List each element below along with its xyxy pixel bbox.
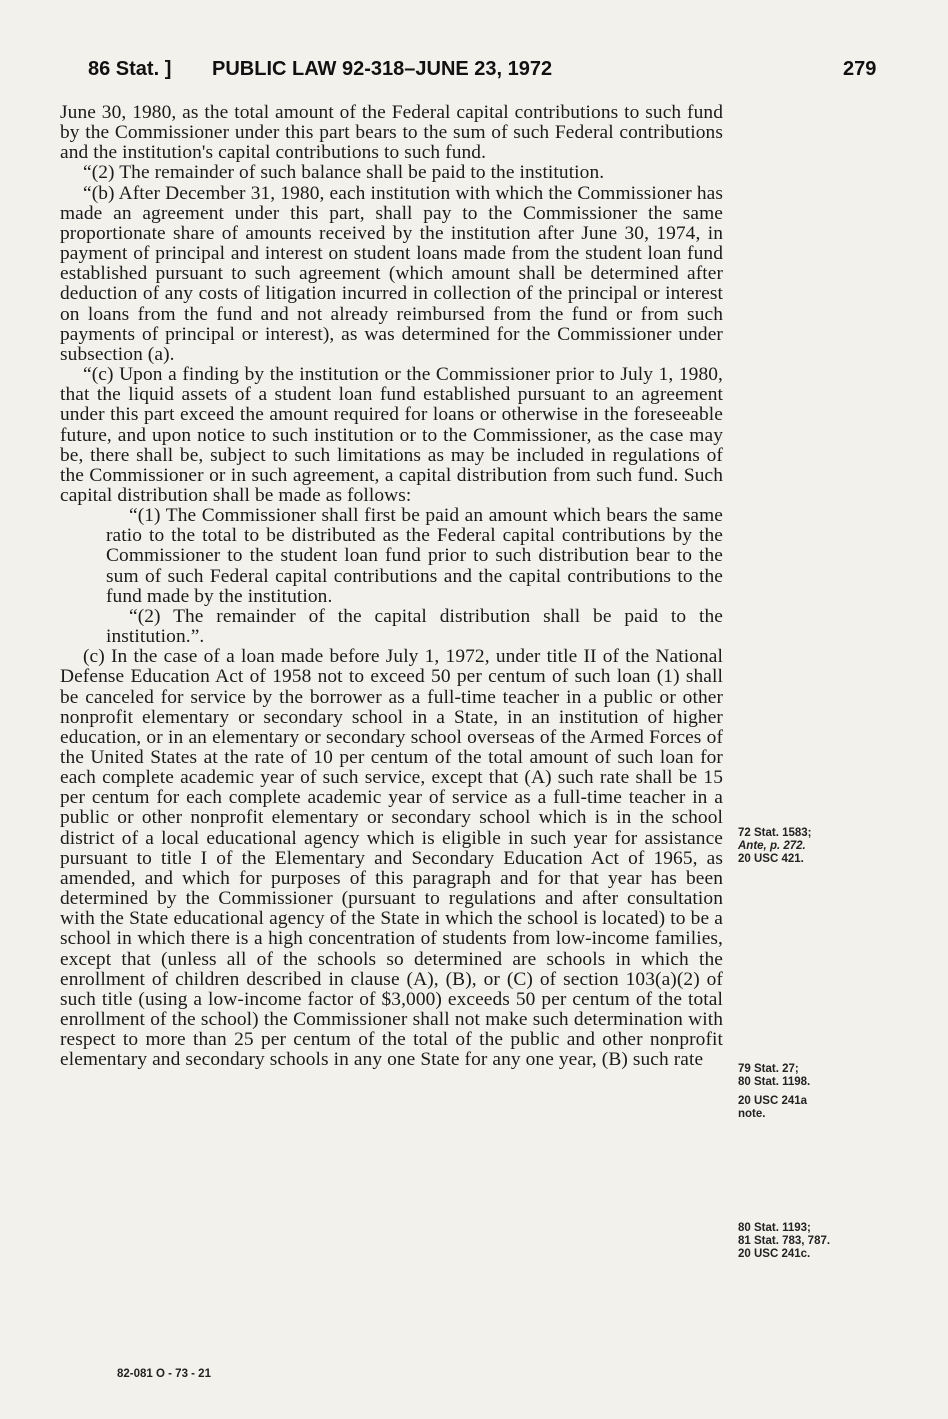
statute-reference: 86 Stat. ]: [88, 58, 172, 80]
margin-note-line: 81 Stat. 783, 787.: [738, 1235, 831, 1247]
body-text: [60, 103, 723, 1071]
margin-note-line: 79 Stat. 27;: [738, 1063, 799, 1075]
margin-note-line: 80 Stat. 1198.: [738, 1076, 811, 1088]
margin-note-line: Ante, p. 272.: [738, 840, 806, 852]
margin-note: [738, 1063, 868, 1121]
margin-note-line: 20 USC 421.: [738, 853, 804, 865]
paragraph-section-c: (c) In the case of a loan made before July 1, 1972, under title II of the National Defense Education Act of 1958 not to exceed 50 per centum of such loan (1) shall be canceled for service by the borrower as a full-time teacher in a public or other nonprofit elementary or secondary school in a State, in an institution of higher education, or in an elementary or secondary school overseas of the Armed Forces of the United States at the rate of 10 per centum of the total amount of such loan for each complete academic year of such service, except that (A) such rate shall be 15 per centum for each complete academic year of service as a full-time teacher in a public or other nonprofit elementary or secondary school which is in the school district of a local educational agency which is eligible in such year for assistance pursuant to title I of the Elementary and Secondary Education Act of 1965, as amended, and which for purposes of this paragraph and for that year has been determined by the Commissioner (pursuant to regulations and after consultation with the State educational agency of the State in which the school is located) to be a school in which there is a high concentration of students from low-income families, except that (unless all of the schools so determined are schools in which the enrollment of children described in clause (A), (B), or (C) of section 103(a)(2) of such title (using a low-income factor of $3,000) exceeds 50 per centum of the total enrollment of the school) the Commissioner shall not make such determination with respect to more than 25 per centum of the total of the public and other nonprofit elementary and secondary schools in any one State for any one year, (B) such rate: [60, 646, 723, 1071]
paragraph-c1: “(1) The Commissioner shall first be paid an amount which bears the same ratio to the total to be distributed as the Federal capital contributions by the Commissioner to the student loan fund prior to such distribution bear to the sum of such Federal capital contributions and the capital contributions to the fund made by the institution.: [106, 505, 723, 607]
print-code: 82-081 O - 73 - 21: [117, 1368, 211, 1380]
margin-note-line: 20 USC 241c.: [738, 1248, 811, 1260]
margin-note-line: 72 Stat. 1583;: [738, 827, 812, 839]
margin-note-line: note.: [738, 1108, 766, 1120]
paragraph-c2: “(2) The remainder of the capital distribution shall be paid to the institution.”.: [106, 605, 723, 648]
margin-note-line: 20 USC 241a: [738, 1095, 808, 1107]
page-number: 279: [843, 58, 877, 80]
margin-note: [738, 1222, 868, 1261]
paragraph-a2: “(2) The remainder of such balance shall be paid to the institution.: [83, 162, 605, 184]
paragraph-b: “(b) After December 31, 1980, each institution with which the Commissioner has made an agreement under this part, shall pay to the Commissioner the same proportionate share of amounts received by the institution after June 30, 1974, in payment of principal and interest on student loans made from the student loan fund established pursuant to such agreement (which amount shall be determined after deduction of any costs of litigation incurred in collection of the principal or interest on loans from the fund and not already reimbursed from the fund or from such payments of principal or interest), as was determined for the Commissioner under subsection (a).: [60, 182, 723, 365]
margin-note: [738, 827, 868, 866]
paragraph-continuation: June 30, 1980, as the total amount of the Federal capital contributions to such fund by the Commissioner under this part bears to the sum of such Federal contributions and the institution's capital contributions to such fund.: [60, 102, 723, 164]
paragraph-c: “(c) Upon a finding by the institution or the Commissioner prior to July 1, 1980, that the liquid assets of a student loan fund established pursuant to an agreement under this part exceed the amount required for loans or otherwise in the foreseeable future, and upon notice to such institution or to the Commissioner, as the case may be, there shall be, subject to such limitations as may be included in regulations of the Commissioner or in such agreement, a capital distribution from such fund. Such capital distribution shall be made as follows:: [60, 364, 723, 506]
page-header: [0, 0, 948, 90]
margin-note-line: 80 Stat. 1193;: [738, 1222, 811, 1234]
page-title: PUBLIC LAW 92-318–JUNE 23, 1972: [212, 58, 553, 80]
